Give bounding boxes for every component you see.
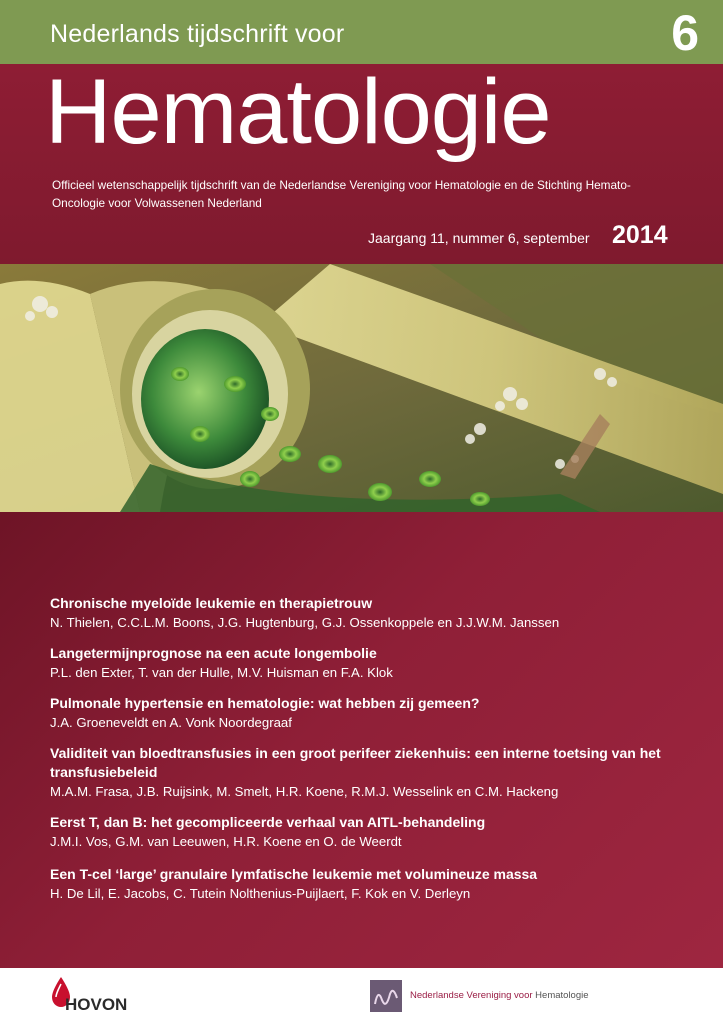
journal-title: Hematologie	[45, 61, 551, 163]
issue-number: 6	[671, 5, 699, 61]
blood-vessel-illustration	[0, 264, 723, 512]
article-title: Eerst T, dan B: het gecompliceerde verhaal van AITL-behandeling	[50, 814, 486, 830]
nvvh-logo	[370, 980, 670, 1014]
article-authors: P.L. den Exter, T. van der Hulle, M.V. Huisman en F.A. Klok	[50, 665, 393, 680]
nvvh-name-emphasis: Hematologie	[535, 990, 589, 1001]
volume-line: Jaargang 11, nummer 6, september	[368, 230, 590, 246]
toc-item	[50, 694, 690, 732]
top-band	[0, 0, 723, 64]
hovon-label: HOVON	[65, 995, 128, 1014]
nvvh-name-prefix: Nederlandse Vereniging voor	[410, 990, 536, 1001]
toc-item	[50, 594, 690, 632]
article-authors: N. Thielen, C.C.L.M. Boons, J.G. Hugtenburg, G.J. Ossenkoppele en J.J.W.M. Janssen	[50, 615, 560, 630]
article-authors: J.M.I. Vos, G.M. van Leeuwen, H.R. Koene en O. de Weerdt	[50, 834, 402, 849]
toc-item	[50, 744, 690, 801]
article-authors: J.A. Groeneveldt en A. Vonk Noordegraaf	[50, 715, 292, 730]
article-title: Een T-cel ‘large’ granulaire lymfatische leukemie met volumineuze massa	[50, 866, 538, 882]
article-authors: H. De Lil, E. Jacobs, C. Tutein Nolthenius-Puijlaert, F. Kok en V. Derleyn	[50, 886, 471, 901]
toc-item	[50, 644, 690, 682]
toc-item	[50, 813, 690, 851]
title-prefix: Nederlands tijdschrift voor	[50, 20, 345, 48]
hovon-logo	[50, 976, 170, 1020]
toc-item	[50, 865, 690, 903]
masthead	[0, 61, 723, 264]
nvvh-emblem-icon	[370, 980, 402, 1012]
article-title: Pulmonale hypertensie en hematologie: wat hebben zij gemeen?	[50, 695, 480, 711]
issue-year: 2014	[612, 221, 668, 249]
journal-subtitle: Officieel wetenschappelijk tijdschrift van de Nederlandse Vereniging voor Hematologie en de Stichting Hemato-Oncologie voor Volwassenen Nederland	[52, 178, 631, 210]
footer	[0, 968, 723, 1024]
cover-illustration	[0, 264, 723, 512]
article-title: Chronische myeloïde leukemie en therapietrouw	[50, 595, 373, 611]
nvvh-name	[410, 990, 589, 1001]
article-authors: M.A.M. Frasa, J.B. Ruijsink, M. Smelt, H.R. Koene, R.M.J. Wesselink en C.M. Hackeng	[50, 784, 559, 799]
article-title: Langetermijnprognose na een acute longembolie	[50, 645, 377, 661]
article-title: Validiteit van bloedtransfusies in een groot perifeer ziekenhuis: een interne toetsing van het transfusiebeleid	[50, 745, 661, 780]
table-of-contents	[0, 512, 723, 968]
